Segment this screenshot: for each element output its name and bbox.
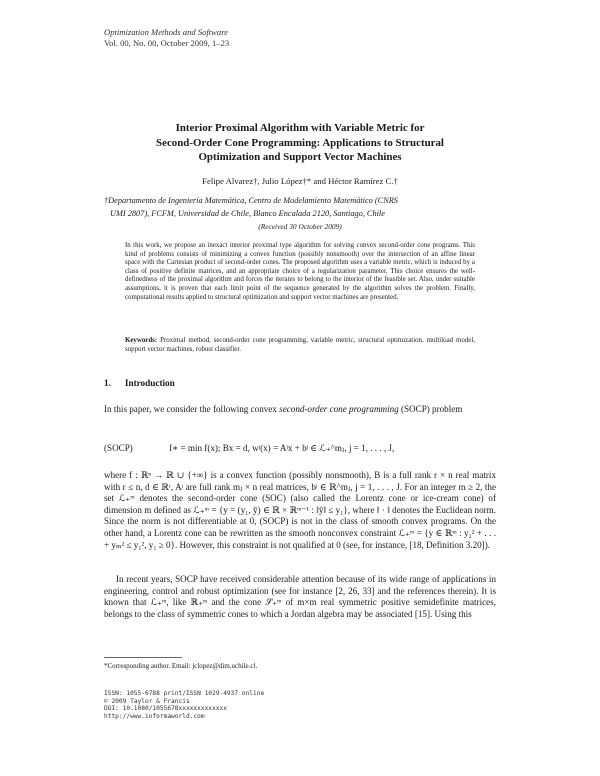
intro-paragraph [104,404,496,416]
affiliation-line-2: UMI 2807), FCFM, Universidad de Chile, Blanco Encalada 2120, Santiago, Chile [110,209,385,218]
intro-text: In this paper, we consider the following convex [104,404,280,414]
keywords [125,337,475,354]
received-date: (Received 30 October 2009) [258,222,342,231]
volume-line: Vol. 00, No. 00, October 2009, 1–23 [104,38,230,48]
url-line: http://www.informaworld.com [104,712,205,720]
equation-body: f∗ = min f(x); Bx = d, wʲ(x) = Aʲx + bʲ ∈ ℒ₊^mⱼ, j = 1, . . . , J, [169,443,395,453]
section-heading [104,378,175,388]
copyright-line: © 2009 Taylor & Francis [104,697,190,705]
section-number: 1. [104,378,111,388]
keywords-label: Keywords: [125,337,158,344]
publisher-info [104,690,264,720]
issn-line: ISSN: 1055-6788 print/ISSN 1029-4937 online [104,690,265,697]
paragraph-1: where f : ℝⁿ → ℝ ∪ {+∞} is a convex function (possibly nonsmooth), B is a full rank r × n real matrix with r ≤ n, d ∈ ℝʳ, Aʲ are full rank mⱼ × n real matrices, bʲ ∈ ℝ^mⱼ, j = 1, . . . , J. For an integer m ≥ 2, the set ℒ₊ᵐ denotes the second-order cone (SOC) (also called the Lorentz cone or ice-cream cone) of dimension m defined as ℒ₊ᵐ = {y = (y₁, ȳ) ∈ ℝ × ℝᵐ⁻¹ : ‖ȳ‖ ≤ y₁}, where ‖ · ‖ denotes the Euclidean norm. Since the norm is not differentiable at 0, (SOCP) is not in the class of smooth convex programs. On the other hand, a Lorentz cone can be rewritten as the smooth nonconvex constraint ℒ₊ᵐ = {y ∈ ℝᵐ : y₂² + . . . + yₘ² ≤ y₁², y₁ ≥ 0}. However, this constraint is not qualified at 0 (see, for instance, [18, Definition 3.20]). [104,470,496,550]
footnote: *Corresponding author. Email: jclopez@dim.uchile.cl. [104,662,258,670]
affiliation [104,194,496,220]
title-line-1: Interior Proximal Algorithm with Variable Metric for [175,122,425,134]
author-list: Felipe Alvarez†, Julio López†* and Héctor Ramírez C.† [202,176,398,186]
doi-line: DOI: 10.1080/1055678xxxxxxxxxxxxx [104,705,227,713]
intro-italic: second-order cone programming [279,404,399,414]
abstract: In this work, we propose an inexact interior proximal type algorithm for solving convex second-order cone programs. This kind of problems consists of minimizing a convex function (possibly nonsmooth) over the intersection of an affine linear space with the Cartesian product of second-order cones. The proposed algorithm uses a variable metric, which is induced by a class of positive definite matrices, and an appropriate choice of a regularization parameter. This choice ensures the well-definedness of the proximal algorithm and forces the iterates to belong to the interior of the feasible set. Also, under suitable assumptions, it is proven that each limit point of the sequence generated by the algorithm solves the problem. Finally, computational results applied to structural optimization and support vector machines are presented. [125,242,475,301]
equation-label: (SOCP) [104,443,133,453]
title-line-2: Second-Order Cone Programming: Applications to Structural [156,136,444,149]
footnote-rule [104,657,182,658]
keywords-text: Proximal method, second-order cone programming, variable metric, structural optimization, multiload model, support vector machines, robust classifier. [125,337,475,353]
section-title: Introduction [124,378,175,388]
intro-text-end: (SOCP) problem [398,404,463,414]
affiliation-line-1: †Departamento de Ingeniería Matemática, Centro de Modelamiento Matemático (CNRS [104,196,398,205]
paper-title [80,121,520,165]
journal-name: Optimization Methods and Software [104,27,229,37]
title-line-3: Optimization and Support Vector Machines [198,151,402,164]
paragraph-2: In recent years, SOCP have received considerable attention because of its wide range of applications in engineering, control and robust optimization (see for instance [2, 26, 33] and the references therein). It is known that ℒ₊ᵐ, like ℝ₊ᵐ and the cone 𝒮₊ᵐ of m×m real symmetric positive semidefinite matrices, belongs to the class of symmetric cones to which a Jordan algebra may be associated [15]. Using this [104,574,496,619]
